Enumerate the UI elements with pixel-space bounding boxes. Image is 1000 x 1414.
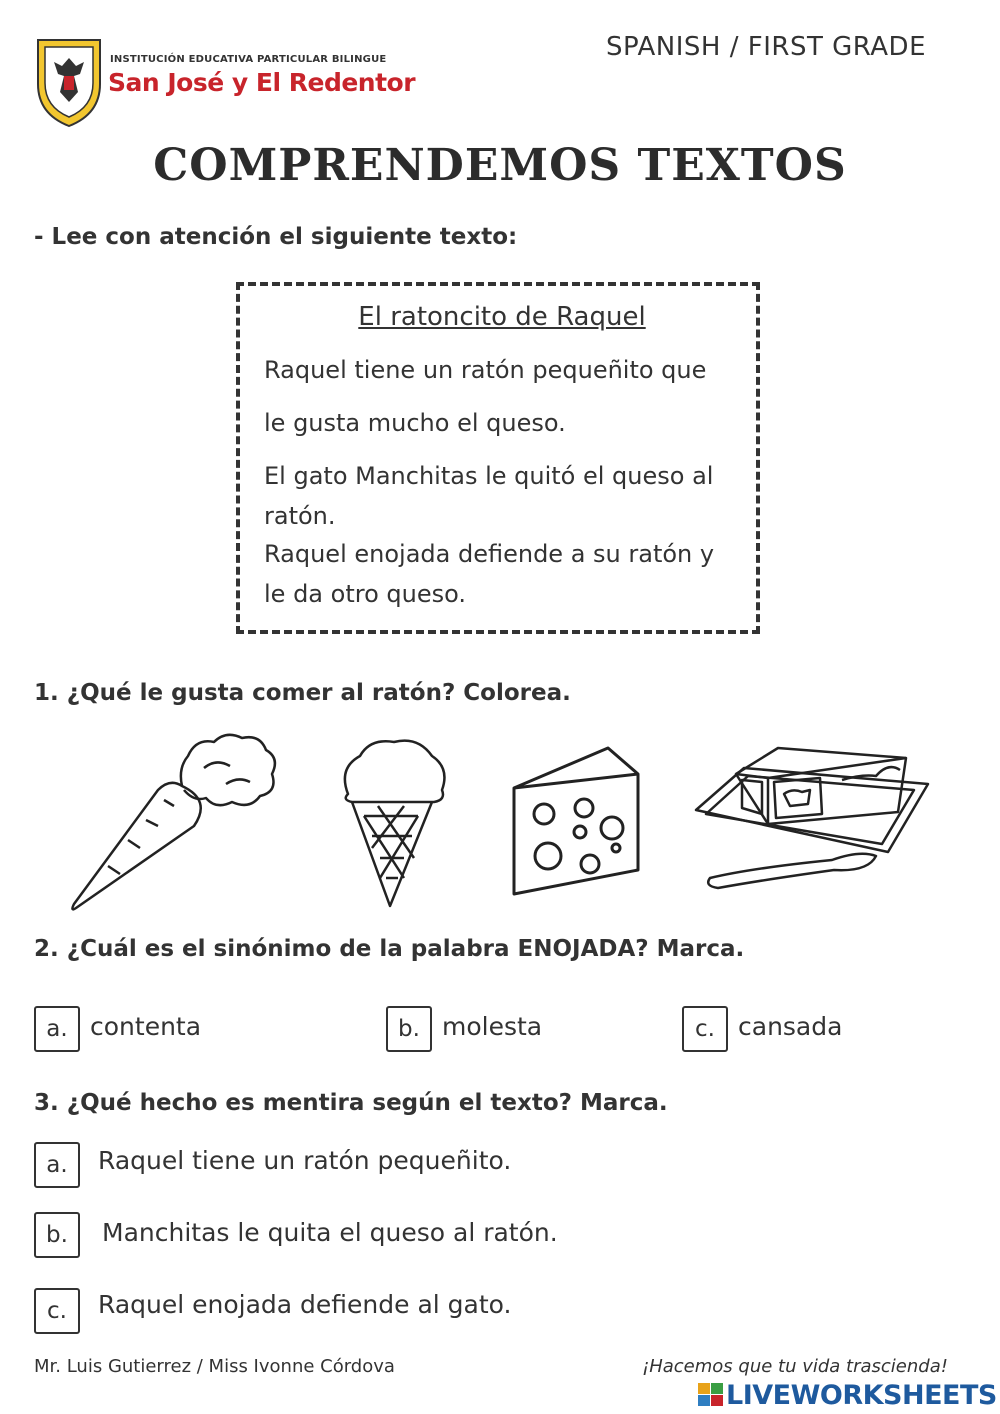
- subject-label: SPANISH / FIRST GRADE: [606, 32, 926, 62]
- page-title: COMPRENDEMOS TEXTOS: [153, 140, 847, 191]
- option-a-label: contenta: [90, 1012, 202, 1041]
- option-b-checkbox[interactable]: b.: [34, 1212, 80, 1258]
- question-2: 2. ¿Cuál es el sinónimo de la palabra ENOJADA? Marca.: [34, 936, 745, 962]
- question-3: 3. ¿Qué hecho es mentira según el texto? Marca.: [34, 1090, 668, 1116]
- option-b-label: Manchitas le quita el queso al ratón.: [102, 1218, 558, 1247]
- school-motto: ¡Hacemos que tu vida trascienda!: [642, 1356, 948, 1377]
- option-c-checkbox[interactable]: c.: [682, 1006, 728, 1052]
- option-a-checkbox[interactable]: a.: [34, 1142, 80, 1188]
- liveworksheets-logo-icon: [698, 1383, 724, 1407]
- institution-subtitle: INSTITUCIÓN EDUCATIVA PARTICULAR BILINGUE: [110, 54, 387, 65]
- carrot-icon[interactable]: [66, 728, 286, 914]
- option-c-checkbox[interactable]: c.: [34, 1288, 80, 1334]
- option-c-label: Raquel enojada defiende al gato.: [98, 1290, 512, 1319]
- option-a-label: Raquel tiene un ratón pequeñito.: [98, 1146, 512, 1175]
- school-crest-icon: [34, 36, 104, 128]
- institution-name: San José y El Redentor: [108, 68, 416, 97]
- story-title: El ratoncito de Raquel: [358, 302, 646, 332]
- option-b-label: molesta: [442, 1012, 543, 1041]
- option-b-checkbox[interactable]: b.: [386, 1006, 432, 1052]
- ice-cream-icon[interactable]: [334, 728, 454, 914]
- liveworksheets-brand[interactable]: [698, 1380, 997, 1411]
- option-a-checkbox[interactable]: a.: [34, 1006, 80, 1052]
- story-line: ratón.: [264, 502, 336, 530]
- story-line: Raquel tiene un ratón pequeñito que: [264, 356, 707, 384]
- story-line: El gato Manchitas le quitó el queso al: [264, 462, 714, 490]
- teachers-credit: Mr. Luis Gutierrez / Miss Ivonne Córdova: [34, 1356, 395, 1377]
- story-line: le da otro queso.: [264, 580, 466, 608]
- story-line: le gusta mucho el queso.: [264, 409, 566, 437]
- brand-text: LIVEWORKSHEETS: [726, 1380, 997, 1411]
- option-c-label: cansada: [738, 1012, 843, 1041]
- story-line: Raquel enojada defiende a su ratón y: [264, 540, 715, 568]
- question-1: 1. ¿Qué le gusta comer al ratón? Colorea.: [34, 680, 571, 706]
- butter-icon[interactable]: [692, 728, 932, 898]
- cheese-icon[interactable]: [508, 728, 648, 898]
- story-box: [236, 282, 760, 634]
- intro-instruction: - Lee con atención el siguiente texto:: [34, 224, 518, 250]
